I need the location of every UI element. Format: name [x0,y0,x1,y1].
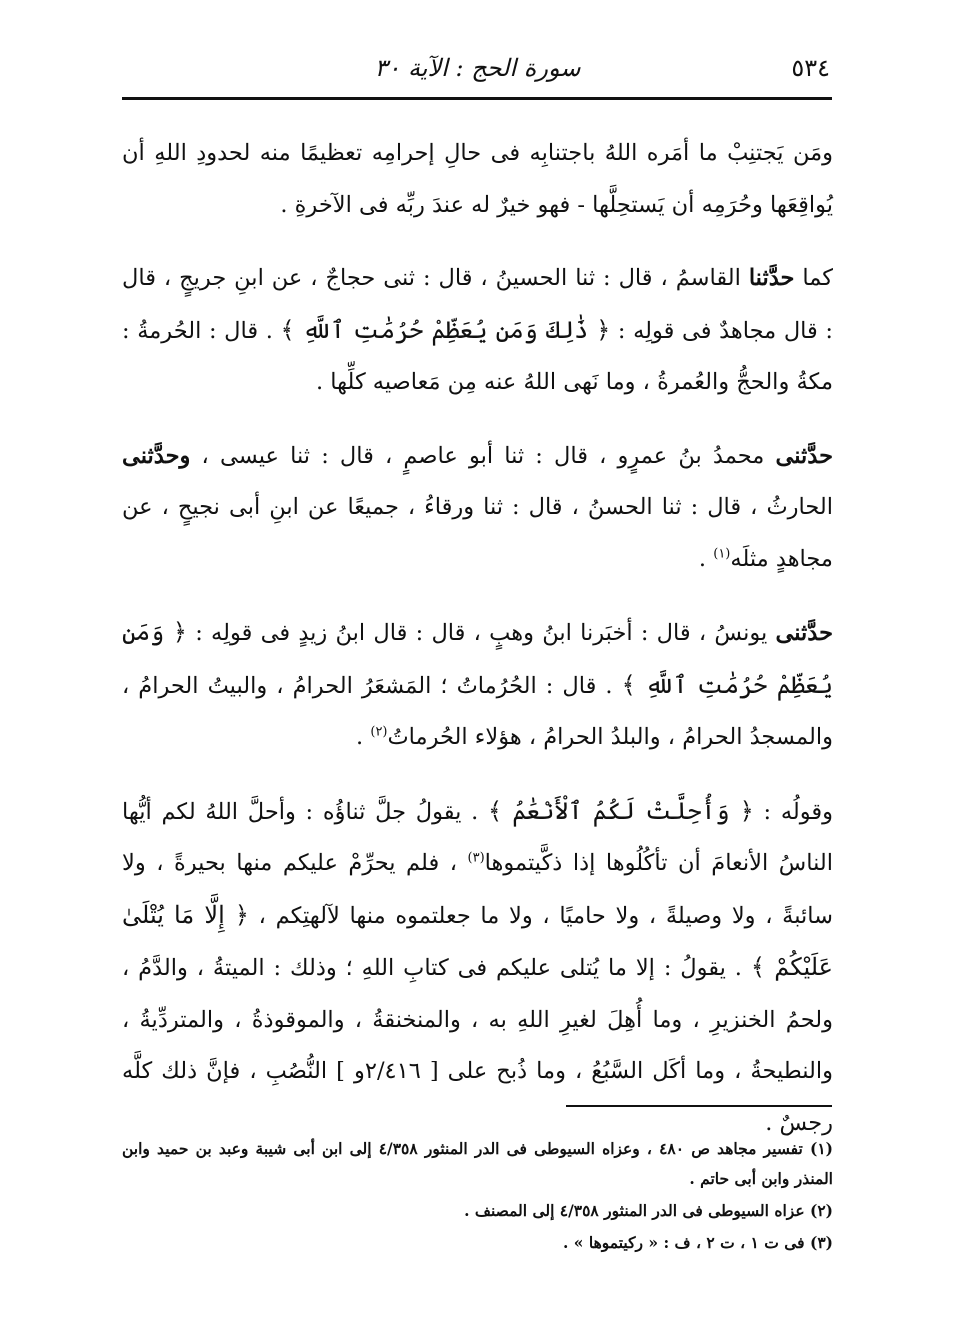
text-run: وقولُه : [753,798,833,825]
quran-quote: ﴿ ذَٰلِكَ وَمَن يُعَظِّمْ حُرُمَٰتِ ٱللَّهِ ﴾ [280,315,611,344]
quran-quote: ﴿ وَمَن يُعَظِّمْ حُرُمَٰتِ ٱللَّهِ ﴾ [122,618,834,699]
text-run: . قال : الحُرمةُ : مكةُ والحجُّ والعُمرةُ ، وما نَهى اللهُ عنه مِن مَعاصيه كلِّها . [122,317,833,395]
footnotes [122,1134,833,1260]
paragraph-2 [122,253,833,409]
footnote-2: (٢) عزاه السيوطى فى الدر المنثور ٤/٣٥٨ إلى المصنف . [464,1201,833,1220]
text-run: . قال : الحُرُماتُ ؛ المَشعَرُ الحرامُ ، والبيتُ الحرامُ ، والمسجدُ الحرامُ ، والبلدُ الحرامُ ، هؤلاء الحُرماتُ [122,672,833,750]
footnote-marker: (٣) [467,850,485,866]
running-title: سورة الحج : الآية ٣٠ [374,54,581,82]
paragraph-text: ومَن يَجتنِبْ ما أمَره اللهُ باجتنابِه فى حالِ إحرامِه تعظيمًا منه لحدودِ اللهِ أن يُواقِعَها وحُرَمِه أن يَستحِلَّها - فهو خيرٌ له عندَ ربِّه فى الآخرةِ . [122,140,833,218]
paragraph-4 [122,607,833,764]
text-run: كما [794,265,833,291]
paragraph-5 [122,786,833,1150]
text-run: ، فلم يحرِّمْ عليكم منها بحيرةً ، ولا سائبةً ، ولا وصيلةً ، ولا حاميًا ، ولا ما جعلتموه منها لآلهتِكم ، [122,850,833,929]
text-run: . يقولُ جلَّ ثناؤُه : وأحلَّ اللهُ لكم أيُّها الناسُ الأنعامَ أن تأكُلُوها إذا ذكَّيتموها [122,798,833,876]
main-text [122,128,833,1171]
narration-keyword: حدَّثنى [775,620,833,646]
text-run: القاسمُ ، قال : ثنا الحسينُ ، قال : ثنى حجاجٌ ، عن ابنِ جريجٍ ، قال : قال مجاهدٌ فى قولِه : [122,265,833,344]
text-run: . يقولُ : إلا ما يُتلى عليكم فى كتابِ اللهِ ؛ وذلك : الميتةُ ، والدَّمُ ، ولحمُ الخنزيرِ ، وما أُهِلَ لغيرِ اللهِ به ، والمنخنقةُ ، والموقوذةُ ، والمتردِّيةُ ، والنطيحةُ ، وما أكَل السَّبُعُ ، وما ذُبح على [ ٢/٤١٦و ] النُّصُبِ ، فإنَّ ذلك كلَّه رجسٌ . [122,955,834,1136]
page-header [125,52,830,92]
narration-keyword: وحدَّثنى [122,442,191,469]
footnote-rule [566,1105,832,1107]
page-number: ٥٣٤ [791,54,830,82]
paragraph-3 [122,431,833,586]
text-run: . [356,724,371,750]
footnote-3: (٣) فى ت ١ ، ت ٢ ، ف : « ركيتموها » . [563,1233,833,1252]
narration-keyword: حدَّثنى [775,442,833,469]
text-run: محمدُ بنُ عمرٍو ، قال : ثنا أبو عاصمٍ ، قال : ثنا عيسى ، [190,442,776,469]
narration-keyword: حدَّثنا [748,265,795,291]
quran-quote: ﴿ إِلَّا مَا يُتْلَىٰ عَلَيْكُمْ ﴾ [122,900,833,981]
footnote-marker: (٢) [370,724,388,740]
text-run: الحارثُ ، قال : ثنا الحسنُ ، قال : ثنا ورقاءُ ، جميعًا عن ابنِ أبى نجيحٍ ، عن مجاهدٍ مثلَه [122,494,833,572]
footnote-marker: (١) [713,546,731,561]
footnote-1: (١) تفسير مجاهد ص ٤٨٠ ، وعزاه السيوطى فى الدر المنثور ٤/٣٥٨ إلى ابن أبى شيبة وعبد بن حميد وابن المنذر وابن أبى حاتم . [122,1139,833,1188]
text-run: . [698,545,714,572]
quran-quote: ﴿ وَأُحِلَّتْ لَكُمُ ٱلْأَنْعَٰمُ ﴾ [488,796,754,825]
paragraph-1 [122,128,833,231]
text-run: يونسُ ، قال : أخبَرنا ابنُ وهبٍ ، قال : قال ابنُ زيدٍ فى قولِه : [186,620,776,646]
header-rule [122,97,832,100]
